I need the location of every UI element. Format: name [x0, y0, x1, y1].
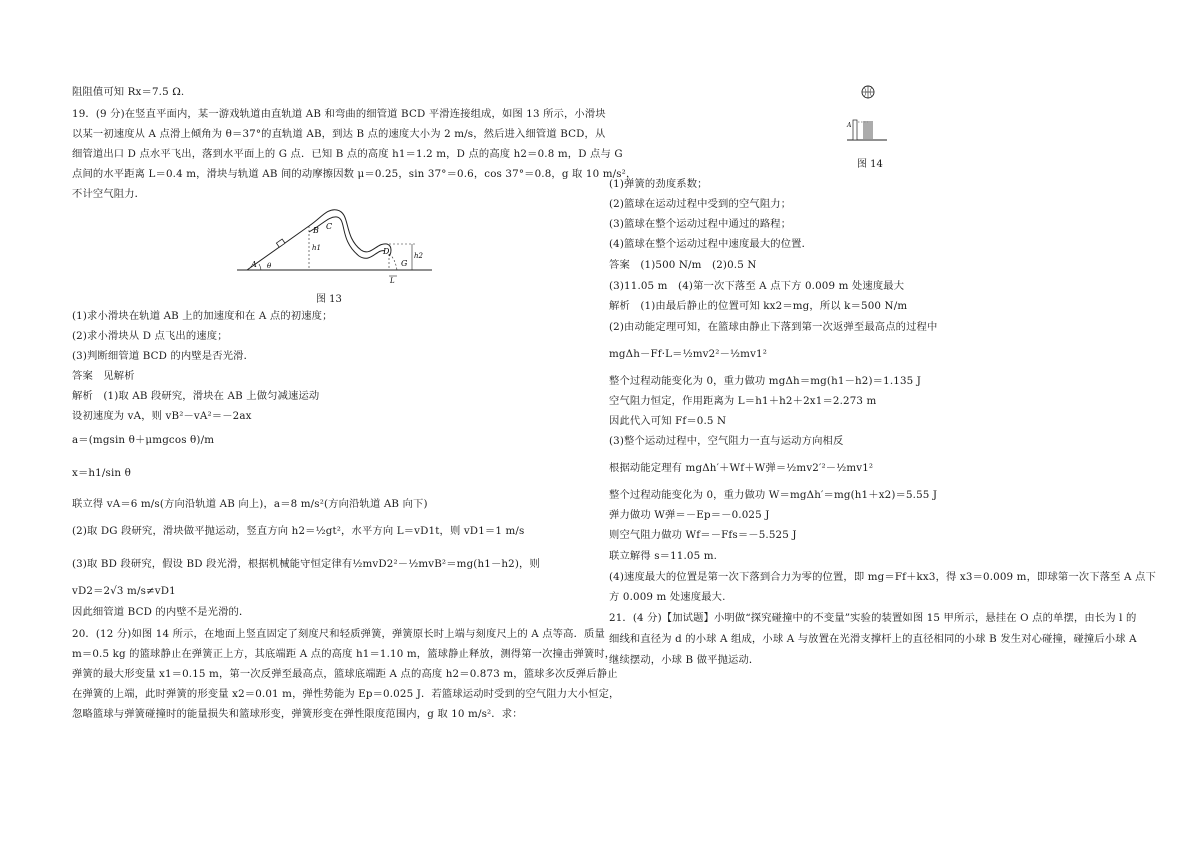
figure-13-label-theta: θ	[267, 262, 272, 270]
question-19-line: 点间的水平距离 L＝0.4 m，滑块与轨道 AB 间的动摩擦因数 μ＝0.25，sin 37°＝0.6，cos 37°＝0.8，g 取 10 m/s²，	[72, 168, 637, 180]
analysis-line: (2)由动能定理可知，在篮球由静止下落到第一次返弹至最高点的过程中	[609, 321, 938, 333]
question-19-line: 不计空气阻力．	[72, 188, 146, 200]
figure-13-label-C: C	[326, 222, 333, 231]
figure-14-diagram	[841, 82, 891, 152]
question-19-line: 19．(9 分)在竖直平面内，某一游戏轨道由直轨道 AB 和弯曲的细管道 BCD 平滑连接组成，如图 13 所示，小滑块	[72, 108, 606, 120]
analysis-line: 因此细管道 BCD 的内壁不是光滑的．	[72, 606, 250, 618]
question-20-line: 在弹簧的上端，此时弹簧的形变量 x2＝0.01 m，弹性势能为 Ep＝0.025 J．若篮球运动时受到的空气阻力大小恒定，	[72, 688, 620, 700]
figure-13-label-L: L	[390, 277, 395, 284]
analysis-line: a＝(mgsin θ＋μmgcos θ)/m	[72, 434, 215, 446]
figure-13-label-B: B	[313, 226, 319, 235]
ruler-icon	[853, 120, 857, 140]
question-21-line: 细线和直径为 d 的小球 A 组成，小球 A 与放置在光滑支撑杆上的直径相同的小球 B 发生对心碰撞，碰撞后小球 A	[609, 633, 1137, 645]
text-line: 阻阻值可知 Rx＝7.5 Ω.	[72, 86, 185, 98]
analysis-line: x＝h1/sin θ	[72, 467, 131, 479]
figure-13-label-D: D	[383, 247, 390, 256]
question-item: (2)篮球在运动过程中受到的空气阻力；	[609, 198, 792, 210]
analysis-line: 根据动能定理有 mgΔh′＋Wf＋W弹＝½mv2′²－½mv1²	[609, 462, 874, 474]
question-item: (1)弹簧的劲度系数；	[609, 178, 708, 190]
analysis-line: vD2＝2√3 m/s≠vD1	[72, 585, 176, 597]
figure-13-label-h2: h2	[414, 252, 423, 260]
question-20-line: 忽略篮球与弹簧碰撞时的能量损失和篮球形变，弹簧形变在弹性限度范围内，g 取 10 m/s²．求：	[72, 708, 523, 720]
analysis-line: 联立得 vA＝6 m/s(方向沿轨道 AB 向上)，a＝8 m/s²(方向沿轨道 AB 向下)	[72, 498, 428, 510]
answer-line: (3)11.05 m (4)第一次下落至 A 点下方 0.009 m 处速度最大	[609, 280, 905, 292]
analysis-line: (3)整个运动过程中，空气阻力一直与运动方向相反	[609, 435, 844, 447]
question-item: (1)求小滑块在轨道 AB 上的加速度和在 A 点的初速度；	[72, 310, 333, 322]
figure-13-label-G: G	[401, 259, 408, 268]
analysis-line: (4)速度最大的位置是第一次下落到合力为零的位置，即 mg＝Ff＋kx3，得 x3＝0.009 m，即球第一次下落至 A 点下	[609, 571, 1156, 583]
analysis-line: 设初速度为 vA，则 vB²－vA²＝－2ax	[72, 410, 252, 422]
answer-line: 答案 (1)500 N/m (2)0.5 N	[609, 259, 757, 271]
analysis-line: 弹力做功 W弹＝－Ep＝－0.025 J	[609, 509, 770, 521]
analysis-line: 整个过程动能变化为 0，重力做功 mgΔh＝mg(h1－h2)＝1.135 J	[609, 375, 922, 387]
question-20-line: 20．(12 分)如图 14 所示，在地面上竖直固定了刻度尺和轻质弹簧，弹簧原长时上端与刻度尺上的 A 点等高．质量	[72, 628, 605, 640]
question-19-line: 细管道出口 D 点水平飞出，落到水平面上的 G 点．已知 B 点的高度 h1＝1.2 m，D 点的高度 h2＝0.8 m，D 点与 G	[72, 148, 623, 160]
analysis-line: 联立解得 s＝11.05 m.	[609, 550, 718, 562]
question-19-line: 以某一初速度从 A 点滑上倾角为 θ＝37°的直轨道 AB，到达 B 点的速度大小为 2 m/s，然后进入细管道 BCD，从	[72, 128, 606, 140]
question-item: (3)判断细管道 BCD 的内壁是否光滑．	[72, 350, 255, 362]
question-21-line: 21．(4 分)【加试题】小明做“探究碰撞中的不变量”实验的装置如图 15 甲所示，悬挂在 O 点的单摆，由长为 l 的	[609, 612, 1137, 624]
question-item: (3)篮球在整个运动过程中通过的路程；	[609, 218, 792, 230]
figure-14-label-A: A	[847, 122, 852, 129]
analysis-line: 方 0.009 m 处速度最大.	[609, 591, 726, 603]
question-21-line: 继续摆动，小球 B 做平抛运动．	[609, 654, 760, 666]
question-item: (2)求小滑块从 D 点飞出的速度；	[72, 330, 228, 342]
analysis-line: mgΔh－Ff·L＝½mv2²－½mv1²	[609, 348, 768, 360]
answer-line: 答案 见解析	[72, 370, 135, 382]
figure-13-label-A: A	[251, 260, 257, 269]
question-20-line: m＝0.5 kg 的篮球静止在弹簧正上方，其底端距 A 点的高度 h1＝1.10 m，篮球静止释放，测得第一次撞击弹簧时，	[72, 648, 616, 660]
analysis-line: 解析 (1)由最后静止的位置可知 kx2＝mg，所以 k＝500 N/m	[609, 300, 908, 312]
analysis-line: (2)取 DG 段研究，滑块做平抛运动，竖直方向 h2＝½gt²，水平方向 L＝vD1t，则 vD1＝1 m/s	[72, 525, 525, 537]
figure-13-label-h1: h1	[312, 244, 321, 252]
question-20-line: 弹簧的最大形变量 x1＝0.15 m，第一次反弹至最高点，篮球底端距 A 点的高度 h2＝0.873 m，篮球多次反弹后静止	[72, 668, 618, 680]
figure-13-diagram	[237, 206, 447, 284]
analysis-line: 则空气阻力做功 Wf＝－Ffs＝－5.525 J	[609, 529, 797, 541]
question-item: (4)篮球在整个运动过程中速度最大的位置．	[609, 238, 813, 250]
analysis-line: 解析 (1)取 AB 段研究，滑块在 AB 上做匀减速运动	[72, 390, 320, 402]
analysis-line: (3)取 BD 段研究，假设 BD 段光滑，根据机械能守恒定律有½mvD2²－½mvB²＝mg(h1－h2)，则	[72, 558, 540, 570]
analysis-line: 整个过程动能变化为 0，重力做功 W＝mgΔh′＝mg(h1＋x2)＝5.55 J	[609, 489, 938, 501]
figure-13-caption: 图 13	[316, 294, 342, 305]
spring-icon	[863, 122, 873, 138]
analysis-line: 空气阻力恒定，作用距离为 L＝h1＋h2＋2x1＝2.273 m	[609, 395, 877, 407]
analysis-line: 因此代入可知 Ff＝0.5 N	[609, 415, 727, 427]
figure-14-caption: 图 14	[857, 159, 883, 170]
